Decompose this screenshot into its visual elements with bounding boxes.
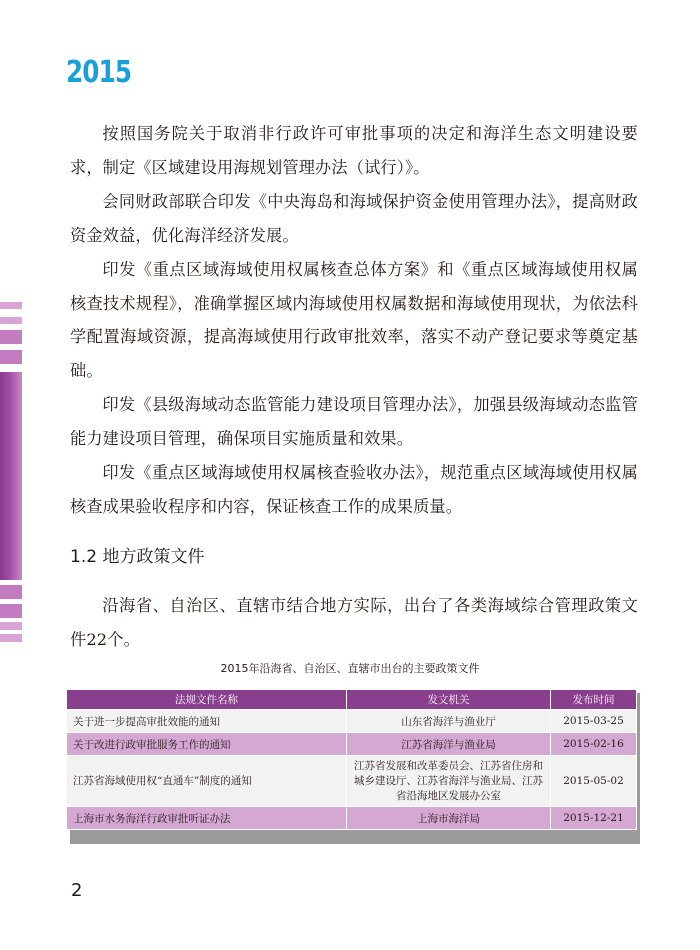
policy-table [66,689,637,830]
decorative-stripe [0,317,22,324]
decorative-stripe [0,634,22,642]
cell-date: 2015-03-25 [551,710,637,733]
cell-org: 山东省海洋与渔业厅 [347,710,551,733]
section-heading: 1.2 地方政策文件 [70,547,205,567]
cell-name: 江苏省海域使用权“直通车”制度的通知 [67,756,347,807]
policy-table-container [66,689,636,844]
cell-name: 关于进一步提高审批效能的通知 [67,710,347,733]
decorative-stripe [0,302,22,309]
cell-org: 上海市海洋局 [347,807,551,830]
column-header-name: 法规文件名称 [67,690,347,710]
decorative-stripe [0,350,22,364]
table-row [67,710,637,733]
paragraph: 会同财政部联合印发《中央海岛和海域保护资金使用管理办法》，提高财政资金效益，优化海洋经济发展。 [70,192,638,245]
table-row [67,733,637,756]
cell-name: 上海市水务海洋行政审批听证办法 [67,807,347,830]
column-header-date: 发布时间 [551,690,637,710]
paragraph: 印发《县级海域动态监管能力建设项目管理办法》，加强县级海域动态监管能力建设项目管理，确保项目实施质量和效果。 [70,395,638,448]
cell-date: 2015-05-02 [551,756,637,807]
paragraph: 按照国务院关于取消非行政许可审批事项的决定和海洋生态文明建设要求，制定《区域建设用海规划管理办法（试行）》。 [70,124,638,177]
cell-date: 2015-12-21 [551,807,637,830]
paragraph: 印发《重点区域海域使用权属核查验收办法》，规范重点区域海域使用权属核查成果验收程序和内容，保证核查工作的成果质量。 [70,463,638,516]
cell-org: 江苏省发展和改革委员会、江苏省住房和城乡建设厅、江苏省海洋与渔业局、江苏省沿海地区发展办公室 [347,756,551,807]
decorative-stripe [0,622,22,630]
table-row [67,807,637,830]
decorative-stripe [0,604,22,618]
decorative-stripe [0,585,22,599]
decorative-stripe [0,330,22,344]
decorative-stripe-band [0,372,22,580]
table-header-row [67,690,637,710]
paragraph: 印发《重点区域海域使用权属核查总体方案》和《重点区域海域使用权属核查技术规程》，准确掌握区域内海域使用权属数据和海域使用现状，为依法科学配置海域资源，提高海域使用行政审批效率，落实不动产登记要求等奠定基础。 [70,260,638,380]
section-intro-paragraph: 沿海省、自治区、直辖市结合地方实际，出台了各类海域综合管理政策文件22个。 [70,596,638,649]
cell-name: 关于改进行政审批服务工作的通知 [67,733,347,756]
table-title: 2015年沿海省、自治区、直辖市出台的主要政策文件 [220,662,480,675]
cell-date: 2015-02-16 [551,733,637,756]
table-row [67,756,637,807]
page-number: 2 [71,880,83,901]
column-header-org: 发文机关 [347,690,551,710]
year-heading: 2015 [66,55,132,90]
cell-org: 江苏省海洋与渔业局 [347,733,551,756]
